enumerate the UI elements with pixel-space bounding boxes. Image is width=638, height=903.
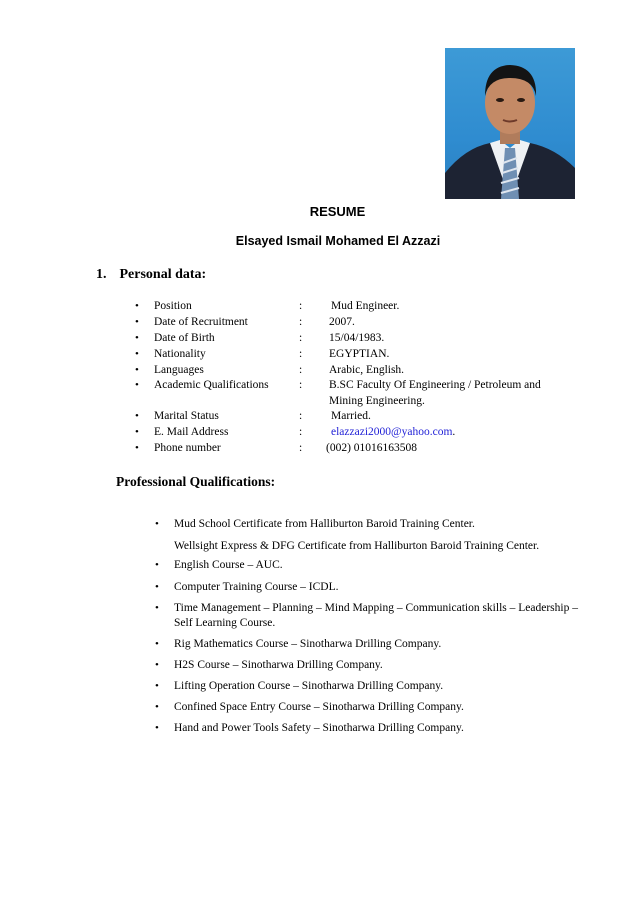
qualification-text: Rig Mathematics Course – Sinotharwa Drilling Company. [174,638,442,650]
row-colon: : [299,316,303,328]
candidate-name: Elsayed Ismail Mohamed El Azzazi [235,234,441,248]
row-value: 2007. [329,316,355,328]
qualification-text: Mud School Certificate from Halliburton Baroid Training Center. [174,518,475,530]
bullet: • [155,701,159,713]
row-key: Phone number [154,442,221,454]
qualification-text: Time Management – Planning – Mind Mapping – Communication skills – Leadership – [174,602,578,614]
row-key: Marital Status [154,410,219,422]
bullet: • [155,722,159,734]
row-value: Arabic, English. [329,364,405,376]
row-value: Mud Engineer. [331,300,400,312]
row-value-continued: Mining Engineering. [329,395,425,407]
row-value: B.SC Faculty Of Engineering / Petroleum and [329,379,541,391]
bullet: • [155,559,159,571]
bullet: • [155,581,159,593]
bullet: • [135,316,139,328]
email-period: . [452,426,456,438]
profile-photo [445,48,575,199]
bullet: • [135,300,139,312]
row-colon: : [299,332,303,344]
row-key: Date of Birth [154,332,215,344]
row-key: Nationality [154,348,206,360]
bullet: • [135,410,139,422]
row-colon: : [299,300,303,312]
section-heading-professional: Professional Qualifications: [116,474,276,489]
qualification-text: Lifting Operation Course – Sinotharwa Drilling Company. [174,680,444,692]
row-key: Date of Recruitment [154,316,248,328]
section-heading-personal-data [96,267,206,283]
bullet: • [155,638,159,650]
row-colon: : [299,348,303,360]
qualification-text: Confined Space Entry Course – Sinotharwa Drilling Company. [174,701,464,713]
bullet: • [155,518,159,530]
bullet: • [135,442,139,454]
bullet: • [135,426,139,438]
bullet: • [155,602,159,614]
qualification-text: Self Learning Course. [174,617,276,629]
row-colon: : [299,364,303,376]
resume-title: RESUME [309,204,366,219]
row-value: Married. [331,410,371,422]
bullet: • [135,348,139,360]
row-value: 15/04/1983. [329,332,385,344]
row-key: Languages [154,364,204,376]
bullet: • [135,364,139,376]
row-value [331,424,455,440]
bullet: • [135,379,139,391]
row-colon: : [299,379,303,391]
section-heading-text: Personal data: [119,267,207,282]
row-colon: : [299,410,303,422]
row-colon: : [299,426,303,438]
row-key: E. Mail Address [154,426,229,438]
row-key: Academic Qualifications [154,379,269,391]
qualification-text: Wellsight Express & DFG Certificate from Halliburton Baroid Training Center. [174,540,540,552]
email-link[interactable]: elazzazi2000@yahoo.com [331,426,453,438]
qualification-text: Computer Training Course – ICDL. [174,581,339,593]
bullet: • [155,659,159,671]
row-colon: : [299,442,303,454]
section-number: 1. [96,267,107,282]
qualification-text: English Course – AUC. [174,559,283,571]
row-key: Position [154,300,192,312]
row-value: EGYPTIAN. [329,348,390,360]
qualification-text: H2S Course – Sinotharwa Drilling Company. [174,659,383,671]
portrait-image [445,48,575,199]
bullet: • [155,680,159,692]
bullet: • [135,332,139,344]
qualification-text: Hand and Power Tools Safety – Sinotharwa Drilling Company. [174,722,464,734]
row-value: (002) 01016163508 [326,442,418,454]
